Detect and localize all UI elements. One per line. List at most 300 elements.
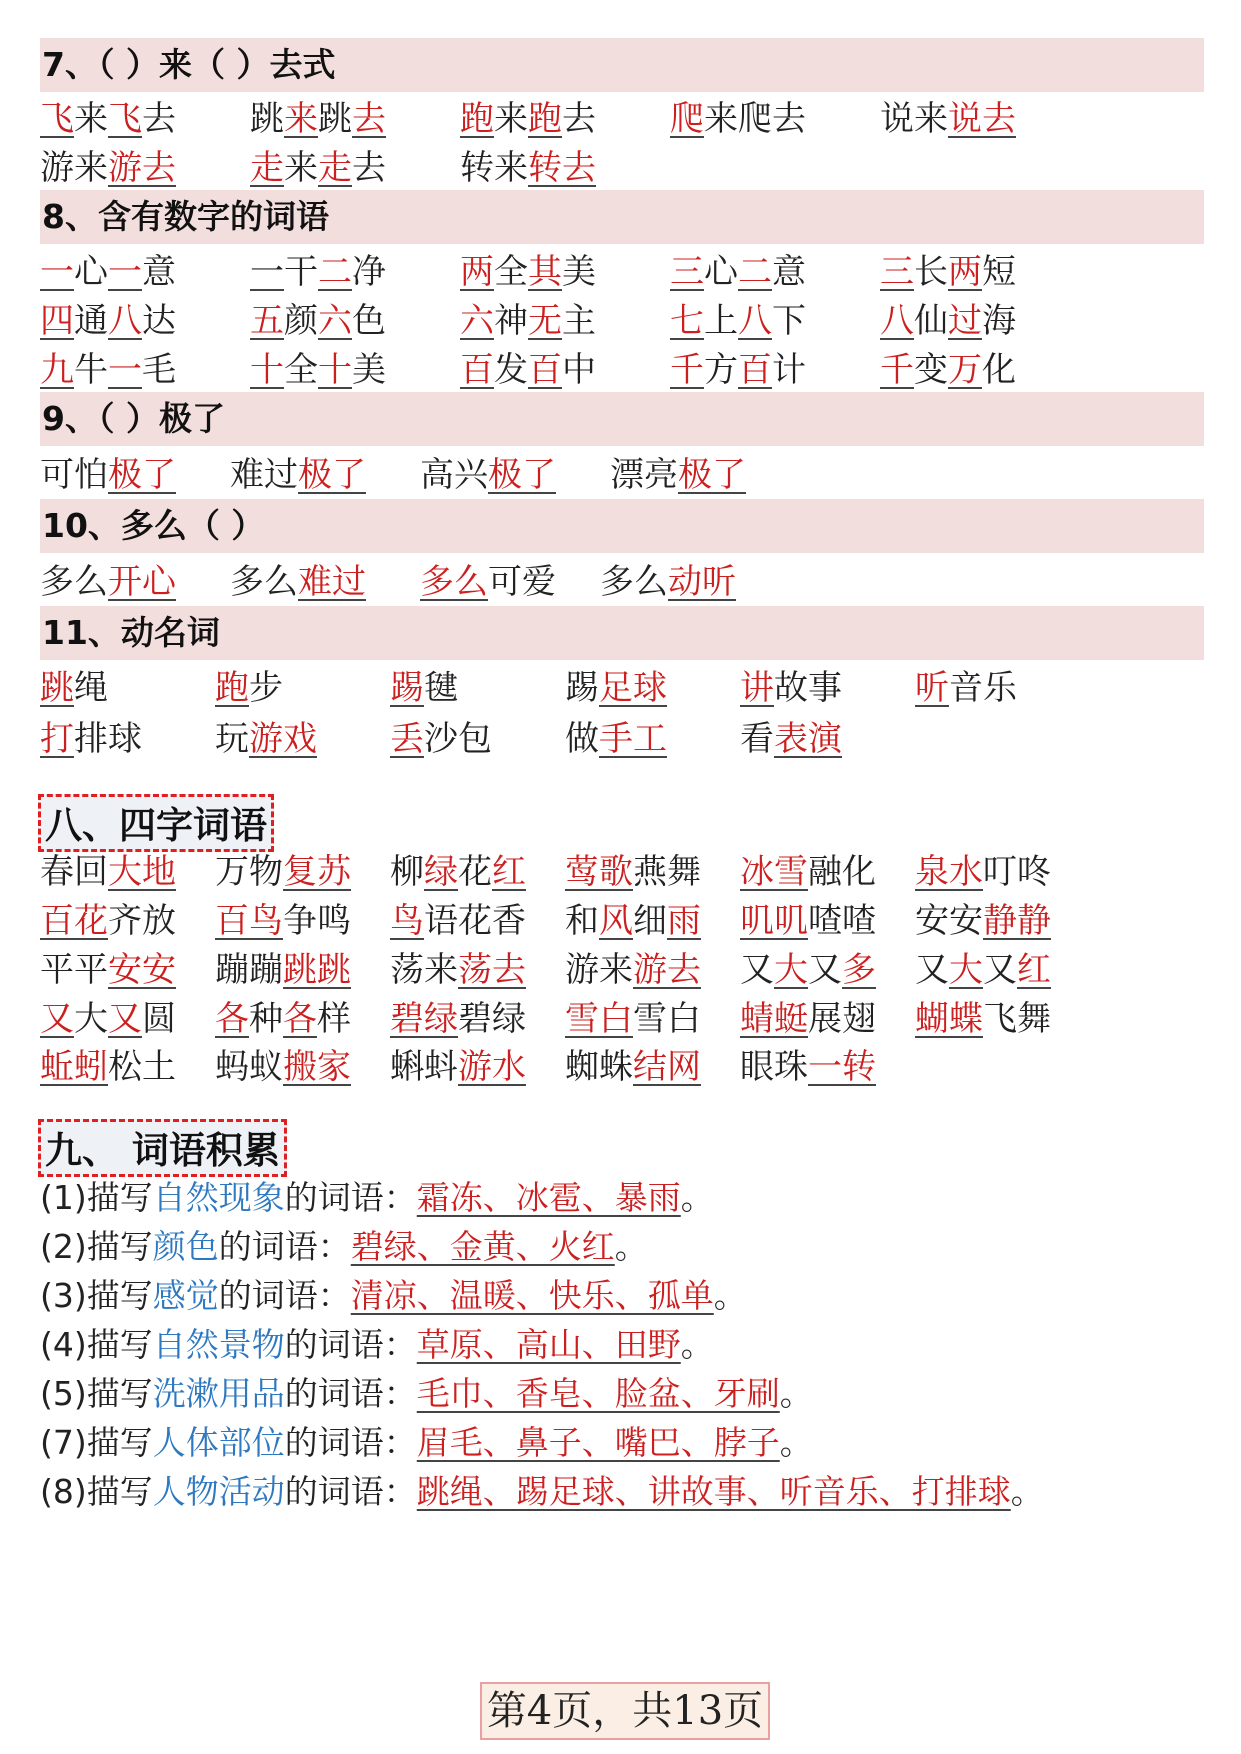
word-text: 可怕 bbox=[40, 455, 108, 495]
answer-text: 听 bbox=[915, 668, 949, 708]
answer-text: 各 bbox=[283, 999, 317, 1039]
answer-text: 来 bbox=[284, 99, 318, 139]
word-item bbox=[915, 896, 1051, 946]
word-text: 神 bbox=[494, 301, 528, 341]
word-item bbox=[740, 994, 876, 1044]
word-text: 大 bbox=[74, 999, 108, 1039]
word-item bbox=[740, 945, 876, 995]
word-text: 排球 bbox=[74, 719, 142, 759]
accumulation-line bbox=[40, 1173, 714, 1223]
line-end: 。 bbox=[779, 1374, 813, 1413]
line-end: 。 bbox=[779, 1423, 813, 1462]
answer-text: 鸟 bbox=[390, 901, 424, 941]
word-item bbox=[915, 994, 1051, 1044]
answer-text: 踢 bbox=[390, 668, 424, 708]
line-middle: 的词语： bbox=[284, 1472, 417, 1511]
answer-text: 三 bbox=[880, 252, 914, 292]
word-text: 心 bbox=[74, 252, 108, 292]
word-item bbox=[880, 247, 1016, 297]
word-item bbox=[915, 945, 1051, 995]
answer-text: 多 bbox=[842, 950, 876, 990]
word-item bbox=[215, 847, 351, 897]
answer-text: 冰雪 bbox=[740, 852, 808, 892]
answer-text: 碧绿、金黄、火红 bbox=[350, 1227, 615, 1266]
word-item bbox=[740, 663, 842, 713]
word-text: 音乐 bbox=[949, 668, 1017, 708]
answer-text: 游水 bbox=[458, 1047, 526, 1087]
answer-text: 十 bbox=[318, 350, 352, 390]
word-item bbox=[670, 345, 806, 395]
word-text: 中 bbox=[562, 350, 596, 390]
word-text: 心 bbox=[704, 252, 738, 292]
line-prefix: (5)描写 bbox=[40, 1374, 153, 1413]
answer-text: 眉毛、鼻子、嘴巴、脖子 bbox=[416, 1423, 780, 1462]
accumulation-line bbox=[40, 1320, 714, 1370]
answer-text: 讲 bbox=[740, 668, 774, 708]
section-nine-heading: 九、 词语积累 bbox=[38, 1119, 287, 1177]
answer-text: 过 bbox=[948, 301, 982, 341]
word-text: 绳 bbox=[74, 668, 108, 708]
word-item bbox=[565, 994, 701, 1044]
word-item bbox=[215, 1042, 351, 1092]
word-text: 融化 bbox=[808, 852, 876, 892]
answer-text: 安安 bbox=[108, 950, 176, 990]
line-end: 。 bbox=[1010, 1472, 1044, 1511]
word-item bbox=[250, 296, 386, 346]
line-prefix: (7)描写 bbox=[40, 1423, 153, 1462]
word-text: 跳 bbox=[318, 99, 352, 139]
answer-text: 毛巾、香皂、脸盆、牙刷 bbox=[416, 1374, 780, 1413]
answer-text: 一 bbox=[108, 252, 142, 292]
word-text: 游来 bbox=[40, 148, 108, 188]
word-text: 可爱 bbox=[488, 562, 556, 602]
answer-text: 碧绿 bbox=[390, 999, 458, 1039]
answer-text: 跳跳 bbox=[283, 950, 351, 990]
word-text: 多么 bbox=[600, 562, 668, 602]
word-text: 蝌蚪 bbox=[390, 1047, 458, 1087]
answer-text: 其 bbox=[528, 252, 562, 292]
line-end: 。 bbox=[713, 1276, 747, 1315]
answer-text: 七 bbox=[670, 301, 704, 341]
word-item bbox=[565, 847, 701, 897]
word-text: 又 bbox=[915, 950, 949, 990]
word-text: 意 bbox=[772, 252, 806, 292]
answer-text: 二 bbox=[738, 252, 772, 292]
word-item bbox=[670, 296, 806, 346]
answer-text: 手工 bbox=[599, 719, 667, 759]
answer-text: 百 bbox=[738, 350, 772, 390]
word-item bbox=[215, 714, 317, 764]
word-text: 上 bbox=[704, 301, 738, 341]
word-item bbox=[740, 714, 842, 764]
answer-text: 跑 bbox=[215, 668, 249, 708]
word-text: 来 bbox=[74, 99, 108, 139]
answer-text: 极了 bbox=[298, 455, 366, 495]
section-10-header: 10、多么（ ） bbox=[40, 499, 1204, 553]
word-item bbox=[740, 847, 876, 897]
answer-text: 两 bbox=[460, 252, 494, 292]
word-item bbox=[250, 143, 386, 193]
word-text: 蹦蹦 bbox=[215, 950, 283, 990]
word-text: 仙 bbox=[914, 301, 948, 341]
word-text: 春回 bbox=[40, 852, 108, 892]
word-item bbox=[250, 345, 386, 395]
word-item bbox=[880, 94, 1016, 144]
word-text: 雪白 bbox=[633, 999, 701, 1039]
word-item bbox=[40, 945, 176, 995]
answer-text: 风 bbox=[599, 901, 633, 941]
word-text: 方 bbox=[704, 350, 738, 390]
word-text: 干 bbox=[284, 252, 318, 292]
answer-text: 雨 bbox=[667, 901, 701, 941]
section-8-header: 8、含有数字的词语 bbox=[40, 190, 1204, 244]
answer-text: 蜻蜓 bbox=[740, 999, 808, 1039]
section-9-header: 9、（ ）极了 bbox=[40, 392, 1204, 446]
word-text: 去 bbox=[352, 148, 386, 188]
answer-text: 九 bbox=[40, 350, 74, 390]
word-item bbox=[40, 557, 176, 607]
word-item bbox=[40, 345, 176, 395]
answer-text: 极了 bbox=[108, 455, 176, 495]
answer-text: 百花 bbox=[40, 901, 108, 941]
word-item bbox=[600, 557, 736, 607]
line-middle: 的词语： bbox=[218, 1227, 351, 1266]
word-item bbox=[390, 994, 526, 1044]
answer-text: 无 bbox=[528, 301, 562, 341]
answer-text: 走 bbox=[318, 148, 352, 188]
answer-text: 又 bbox=[108, 999, 142, 1039]
answer-text: 三 bbox=[670, 252, 704, 292]
answer-text: 八 bbox=[880, 301, 914, 341]
answer-text: 表演 bbox=[774, 719, 842, 759]
answer-text: 万 bbox=[948, 350, 982, 390]
line-end: 。 bbox=[614, 1227, 648, 1266]
word-text: 来 bbox=[284, 148, 318, 188]
word-item bbox=[880, 345, 1016, 395]
answer-text: 结网 bbox=[633, 1047, 701, 1087]
word-item bbox=[460, 94, 596, 144]
word-item bbox=[40, 994, 176, 1044]
word-item bbox=[40, 296, 176, 346]
answer-text: 六 bbox=[460, 301, 494, 341]
line-middle: 的词语： bbox=[218, 1276, 351, 1315]
answer-text: 霜冻、冰雹、暴雨 bbox=[416, 1178, 681, 1217]
word-item bbox=[215, 896, 351, 946]
word-text: 来 bbox=[494, 99, 528, 139]
answer-text: 多么 bbox=[420, 562, 488, 602]
answer-text: 动听 bbox=[668, 562, 736, 602]
word-text: 细 bbox=[633, 901, 667, 941]
answer-text: 说去 bbox=[948, 99, 1016, 139]
answer-text: 百 bbox=[528, 350, 562, 390]
answer-text: 百鸟 bbox=[215, 901, 283, 941]
answer-text: 开心 bbox=[108, 562, 176, 602]
answer-text: 蝴蝶 bbox=[915, 999, 983, 1039]
answer-text: 跳绳、踢足球、讲故事、听音乐、打排球 bbox=[416, 1472, 1011, 1511]
answer-text: 搬家 bbox=[283, 1047, 351, 1087]
line-end: 。 bbox=[680, 1178, 714, 1217]
word-text: 多么 bbox=[40, 562, 108, 602]
word-text: 样 bbox=[317, 999, 351, 1039]
word-item bbox=[215, 663, 283, 713]
word-text: 碧绿 bbox=[458, 999, 526, 1039]
word-item bbox=[390, 663, 458, 713]
answer-text: 泉水 bbox=[915, 852, 983, 892]
answer-text: 千 bbox=[670, 350, 704, 390]
category-text: 洗漱用品 bbox=[152, 1374, 285, 1413]
word-item bbox=[230, 557, 366, 607]
word-text: 变 bbox=[914, 350, 948, 390]
answer-text: 极了 bbox=[678, 455, 746, 495]
word-text: 展翅 bbox=[808, 999, 876, 1039]
word-item bbox=[460, 247, 596, 297]
word-text: 毽 bbox=[424, 668, 458, 708]
page-number: 第4页，共13页 bbox=[480, 1682, 770, 1740]
answer-text: 草原、高山、田野 bbox=[416, 1325, 681, 1364]
word-item bbox=[915, 663, 1017, 713]
answer-text: 八 bbox=[738, 301, 772, 341]
answer-text: 跑 bbox=[528, 99, 562, 139]
accumulation-line bbox=[40, 1369, 813, 1419]
word-item bbox=[740, 1042, 876, 1092]
accumulation-line bbox=[40, 1222, 648, 1272]
answer-text: 游去 bbox=[108, 148, 176, 188]
section-11-header: 11、动名词 bbox=[40, 606, 1204, 660]
word-text: 平平 bbox=[40, 950, 108, 990]
answer-text: 各 bbox=[215, 999, 249, 1039]
answer-text: 雪白 bbox=[565, 999, 633, 1039]
answer-text: 八 bbox=[108, 301, 142, 341]
accumulation-line bbox=[40, 1418, 813, 1468]
word-item bbox=[460, 345, 596, 395]
word-item bbox=[915, 847, 1051, 897]
word-text: 全 bbox=[284, 350, 318, 390]
word-item bbox=[40, 450, 176, 500]
word-item bbox=[670, 247, 806, 297]
word-text: 步 bbox=[249, 668, 283, 708]
word-text: 叮咚 bbox=[983, 852, 1051, 892]
word-text: 踢 bbox=[565, 668, 599, 708]
word-text: 做 bbox=[565, 719, 599, 759]
word-text: 喳喳 bbox=[808, 901, 876, 941]
word-item bbox=[390, 847, 526, 897]
answer-text: 复苏 bbox=[283, 852, 351, 892]
word-text: 海 bbox=[982, 301, 1016, 341]
answer-text: 叽叽 bbox=[740, 901, 808, 941]
word-item bbox=[565, 1042, 701, 1092]
word-item bbox=[40, 847, 176, 897]
answer-text: 难过 bbox=[298, 562, 366, 602]
word-text: 下 bbox=[772, 301, 806, 341]
word-text: 难过 bbox=[230, 455, 298, 495]
word-text: 色 bbox=[352, 301, 386, 341]
word-text: 沙包 bbox=[424, 719, 492, 759]
word-text: 眼珠 bbox=[740, 1047, 808, 1087]
word-item bbox=[40, 1042, 176, 1092]
word-item bbox=[460, 296, 596, 346]
word-item bbox=[40, 94, 176, 144]
word-item bbox=[250, 94, 386, 144]
word-text: 游来 bbox=[565, 950, 633, 990]
answer-text: 静静 bbox=[983, 901, 1051, 941]
word-item bbox=[420, 557, 556, 607]
word-text: 看 bbox=[740, 719, 774, 759]
word-text: 毛 bbox=[142, 350, 176, 390]
answer-text: 二 bbox=[318, 252, 352, 292]
word-text: 语花香 bbox=[424, 901, 526, 941]
word-item bbox=[460, 143, 596, 193]
word-text: 达 bbox=[142, 301, 176, 341]
answer-text: 游去 bbox=[633, 950, 701, 990]
word-item bbox=[40, 714, 142, 764]
word-text: 牛 bbox=[74, 350, 108, 390]
answer-text: 百 bbox=[460, 350, 494, 390]
word-text: 争鸣 bbox=[283, 901, 351, 941]
answer-text: 去 bbox=[352, 99, 386, 139]
answer-text: 蚯蚓 bbox=[40, 1047, 108, 1087]
word-item bbox=[40, 247, 176, 297]
answer-text: 荡去 bbox=[458, 950, 526, 990]
answer-text: 绿 bbox=[424, 852, 458, 892]
answer-text: 一 bbox=[40, 252, 74, 292]
answer-text: 足球 bbox=[599, 668, 667, 708]
word-text: 和 bbox=[565, 901, 599, 941]
answer-text: 红 bbox=[492, 852, 526, 892]
word-item bbox=[250, 247, 386, 297]
word-item bbox=[565, 896, 701, 946]
line-prefix: (8)描写 bbox=[40, 1472, 153, 1511]
category-text: 人物活动 bbox=[152, 1472, 285, 1511]
answer-text: 大地 bbox=[108, 852, 176, 892]
accumulation-line bbox=[40, 1271, 747, 1321]
word-item bbox=[610, 450, 746, 500]
answer-text: 游戏 bbox=[249, 719, 317, 759]
word-text: 通 bbox=[74, 301, 108, 341]
answer-text: 大 bbox=[774, 950, 808, 990]
word-text: 去 bbox=[142, 99, 176, 139]
word-text: 齐放 bbox=[108, 901, 176, 941]
word-text: 燕舞 bbox=[633, 852, 701, 892]
category-text: 人体部位 bbox=[152, 1423, 285, 1462]
word-item bbox=[40, 663, 108, 713]
answer-text: 六 bbox=[318, 301, 352, 341]
answer-text: 极了 bbox=[488, 455, 556, 495]
line-prefix: (4)描写 bbox=[40, 1325, 153, 1364]
answer-text: 五 bbox=[250, 301, 284, 341]
word-item bbox=[390, 896, 526, 946]
word-item bbox=[880, 296, 1016, 346]
word-text: 花 bbox=[458, 852, 492, 892]
answer-text: 又 bbox=[40, 999, 74, 1039]
answer-text: 丢 bbox=[390, 719, 424, 759]
word-text: 来爬去 bbox=[704, 99, 806, 139]
word-text: 美 bbox=[352, 350, 386, 390]
word-item bbox=[40, 143, 176, 193]
word-text: 种 bbox=[249, 999, 283, 1039]
word-text: 漂亮 bbox=[610, 455, 678, 495]
word-text: 跳 bbox=[250, 99, 284, 139]
word-text: 美 bbox=[562, 252, 596, 292]
category-text: 感觉 bbox=[152, 1276, 219, 1315]
word-text: 全 bbox=[494, 252, 528, 292]
answer-text: 一转 bbox=[808, 1047, 876, 1087]
word-text: 计 bbox=[772, 350, 806, 390]
answer-text: 两 bbox=[948, 252, 982, 292]
word-text: 故事 bbox=[774, 668, 842, 708]
word-item bbox=[420, 450, 556, 500]
section-eight-heading: 八、四字词语 bbox=[38, 794, 274, 852]
line-prefix: (3)描写 bbox=[40, 1276, 153, 1315]
line-middle: 的词语： bbox=[284, 1423, 417, 1462]
answer-text: 走 bbox=[250, 148, 284, 188]
answer-text: 飞 bbox=[108, 99, 142, 139]
answer-text: 红 bbox=[1017, 950, 1051, 990]
line-middle: 的词语： bbox=[284, 1178, 417, 1217]
word-text: 多么 bbox=[230, 562, 298, 602]
word-text: 万物 bbox=[215, 852, 283, 892]
word-text: 又 bbox=[808, 950, 842, 990]
line-end: 。 bbox=[680, 1325, 714, 1364]
word-item bbox=[390, 1042, 526, 1092]
accumulation-line bbox=[40, 1467, 1044, 1517]
word-item bbox=[215, 994, 351, 1044]
line-middle: 的词语： bbox=[284, 1374, 417, 1413]
word-item bbox=[565, 714, 667, 764]
word-text: 柳 bbox=[390, 852, 424, 892]
word-text: 长 bbox=[914, 252, 948, 292]
answer-text: 爬 bbox=[670, 99, 704, 139]
word-item bbox=[230, 450, 366, 500]
word-item bbox=[215, 945, 351, 995]
answer-text: 飞 bbox=[40, 99, 74, 139]
answer-text: 莺歌 bbox=[565, 852, 633, 892]
word-item bbox=[565, 945, 701, 995]
word-text: 主 bbox=[562, 301, 596, 341]
answer-text: 清凉、温暖、快乐、孤单 bbox=[350, 1276, 714, 1315]
line-prefix: (2)描写 bbox=[40, 1227, 153, 1266]
word-text: 松土 bbox=[108, 1047, 176, 1087]
word-text: 又 bbox=[740, 950, 774, 990]
line-middle: 的词语： bbox=[284, 1325, 417, 1364]
word-text: 说来 bbox=[880, 99, 948, 139]
word-item bbox=[40, 896, 176, 946]
category-text: 自然景物 bbox=[152, 1325, 285, 1364]
word-text: 短 bbox=[982, 252, 1016, 292]
answer-text: 转去 bbox=[528, 148, 596, 188]
answer-text: 跳 bbox=[40, 668, 74, 708]
word-text: 一 bbox=[250, 252, 284, 292]
answer-text: 一 bbox=[108, 350, 142, 390]
word-text: 化 bbox=[982, 350, 1016, 390]
word-text: 去 bbox=[562, 99, 596, 139]
answer-text: 大 bbox=[949, 950, 983, 990]
word-text: 荡来 bbox=[390, 950, 458, 990]
category-text: 自然现象 bbox=[152, 1178, 285, 1217]
word-text: 圆 bbox=[142, 999, 176, 1039]
answer-text: 四 bbox=[40, 301, 74, 341]
word-item bbox=[740, 896, 876, 946]
answer-text: 千 bbox=[880, 350, 914, 390]
word-item bbox=[390, 945, 526, 995]
word-text: 转来 bbox=[460, 148, 528, 188]
answer-text: 打 bbox=[40, 719, 74, 759]
word-text: 发 bbox=[494, 350, 528, 390]
word-text: 高兴 bbox=[420, 455, 488, 495]
category-text: 颜色 bbox=[152, 1227, 219, 1266]
word-text: 颜 bbox=[284, 301, 318, 341]
word-text: 安安 bbox=[915, 901, 983, 941]
word-text: 蜘蛛 bbox=[565, 1047, 633, 1087]
